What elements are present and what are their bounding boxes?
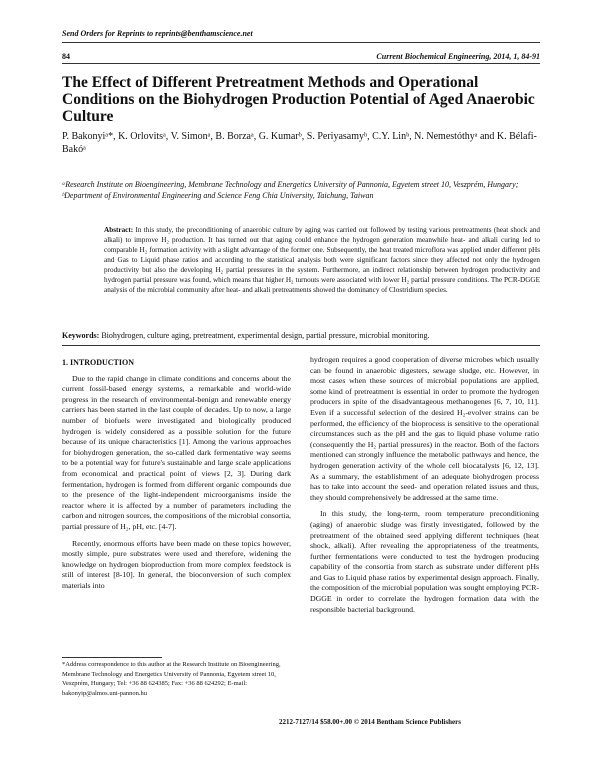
left-column <box>62 358 291 597</box>
reprints-notice: Send Orders for Reprints to reprints@benthamscience.net <box>62 29 253 38</box>
correspondence-footnote: *Address correspondence to this author at the Research Institute on Bioengineering, Membrane Technology and Energetics University of Pannonia, Egyetem street 10, Veszprém, Hungary; Tel: +36 88 624385; Fax: +36 88 624292; E-mail: bakonyip@almos.uni-pannon.hu <box>62 661 281 697</box>
abstract-label: Abstract: <box>104 226 134 234</box>
section-title: 1. INTRODUCTION <box>62 358 135 367</box>
journal-citation: Current Biochemical Engineering, 2014, 1, 84-91 <box>376 52 540 61</box>
footnote-rule <box>62 657 162 658</box>
copyright-line: 2212-7127/14 $58.00+.00 © 2014 Bentham Science Publishers <box>279 718 461 726</box>
header-rule <box>62 42 540 43</box>
keywords <box>62 331 540 341</box>
abstract <box>104 225 540 295</box>
section-divider <box>62 345 540 346</box>
header-rule-2 <box>62 63 540 64</box>
right-column <box>310 355 539 621</box>
paragraph: Recently, enormous efforts have been made on these topics however, mostly simple, pure substrates were used and therefore, widening the knowledge on hydrogen bioproduction from more complex feedstock is still of interest [8-10]. In general, the bioconversion of such complex materials into <box>62 538 291 590</box>
affiliations: ᵃResearch Institute on Bioengineering, Membrane Technology and Energetics University of Pannonia, Egyetem street 10, Veszprém, Hungary; ᵇDepartment of Environmental Engineering and Science Feng Chia University, Taichung, Taiwan <box>62 180 519 200</box>
abstract-text: In this study, the preconditioning of anaerobic culture by aging was carried out followed by testing various pretreatments (heat shock and alkali) to improve H₂ production. It has turned out that aging could enhance the hydrogen generation meanwhile heat- and alkali curing led to comparable H₂ formation activity with a slight advantage of the former one. Subsequently, the heat treated microflora was applied under different pHs and Gas to Liquid phase ratios and according to the statistical analysis both were significant factors since they affected not only the hydrogen productivity but also the developing H₂ partial pressures in the system. Furthermore, an indirect relationship between hydrogen productivity and hydrogen partial pressure was found, which means that higher H₂ turnouts were associated with lower H₂ partial pressure conditions. The PCR-DGGE analysis of the microbial community after heat- and alkali pretreatments showed the dominancy of Clostridium species. <box>104 226 541 294</box>
keywords-text: Biohydrogen, culture aging, pretreatment, experimental design, partial pressure, microbial monitoring. <box>101 331 430 340</box>
paragraph: Due to the rapid change in climate conditions and concerns about the current fossil-based energy systems, a remarkable and world-wide progress in the research of environmental-benign and renewable energy carriers has been started in the last couple of decades. Up to now, a large number of biofuels were investigated and biologically produced hydrogen is widely considered as a possible solution for the future because of its unique characteristics [1]. Among the various approaches for biohydrogen generation, the so-called dark fermentative way seems to be a potential way for future's sustainable and large scale applications from economical and practical point of views [2, 3]. During dark fermentation, hydrogen is formed from different organic compounds due to the presence of the light-independent microorganisms inside the reactor where it is affected by a number of parameters including the carbon and nitrogen sources, the compositions of the microbial consortia, partial pressure of H₂, pH, etc. [4-7]. <box>62 373 291 531</box>
paragraph: In this study, the long-term, room temperature preconditioning (aging) of anaerobic sludge was firstly investigated, followed by the pretreatment of the obtained seed applying different techniques (heat shock, alkali). After revealing the appropriateness of the treatments, further fermentations were conducted to test the hydrogen producing capability of the consortia from starch as substrate under different pHs and Gas to Liquid phase ratios by experimental design approach. Finally, the composition of the microbial population was sought employing PCR-DGGE in order to correlate the hydrogen formation data with the responsible bacterial background. <box>310 509 539 614</box>
author-list: P. Bakonyiᵃ*, K. Orlovitsᵃ, V. Simonᵃ, B. Borzaᵃ, G. Kumarᵇ, S. Periyasamyᵇ, C.Y. Linᵇ, N. Nemestóthyᵃ and K. Bélafi-Bakóᵃ <box>62 131 537 155</box>
paper-title: The Effect of Different Pretreatment Methods and Operational Conditions on the Biohydrogen Production Potential of Aged Anaerobic Culture <box>62 74 535 125</box>
paragraph: hydrogen requires a good cooperation of diverse microbes which usually can be found in anaerobic digesters, sewage sludge, etc. However, in most cases when these sources of microbial populations are applied, some kind of pretreatment is essential in order to promote the hydrogen producers in spite of the disadvantageous methanogenes [6, 7, 10, 11]. Even if a successful selection of the desired H₂-evolver strains can be performed, the efficiency of the bioprocess is sensitive to the operational circumstances such as the pH and the gas to liquid phase volume ratio (consequently the H₂ partial pressures) in the reactor. Both of the factors mentioned can strongly influence the metabolic pathways and hence, the hydrogen generation activity of the whole cell biocatalysts [6, 12, 13]. As a summary, the establishment of an adequate biohydrogen process has to take into account the seed- and operation related issues and thus, they should comprehensively be addressed at the same time. <box>310 355 539 502</box>
page-number: 84 <box>62 52 70 61</box>
keywords-label: Keywords: <box>62 331 100 340</box>
